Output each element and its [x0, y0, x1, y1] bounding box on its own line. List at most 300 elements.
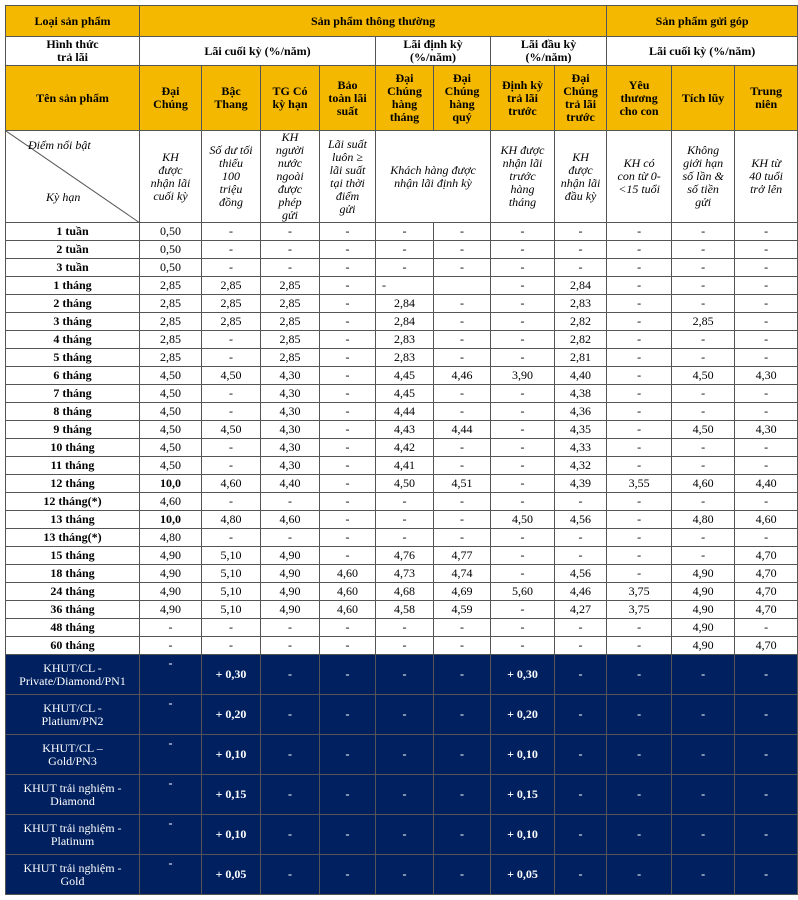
bonus-cell: -: [607, 855, 672, 895]
table-row: [6, 493, 798, 511]
rate-cell: -: [672, 403, 735, 421]
bonus-cell: -: [434, 775, 491, 815]
rate-cell: 4,90: [140, 583, 202, 601]
rate-cell: 2,82: [555, 331, 607, 349]
rate-cell: -: [202, 637, 261, 655]
bonus-cell: -: [320, 775, 376, 815]
bonus-cell: -: [672, 695, 735, 735]
term-label: 24 tháng: [6, 583, 140, 601]
rate-cell: -: [320, 331, 376, 349]
rate-cell: 5,10: [202, 565, 261, 583]
bonus-cell: -: [434, 855, 491, 895]
rate-cell: -: [140, 619, 202, 637]
rate-cell: -: [735, 259, 798, 277]
rate-cell: -: [607, 439, 672, 457]
rate-cell: 4,33: [555, 439, 607, 457]
rate-cell: 4,60: [672, 475, 735, 493]
rate-cell: -: [491, 493, 555, 511]
rate-cell: 4,70: [735, 565, 798, 583]
product-name-header: Trung niên: [735, 66, 798, 131]
rate-cell: -: [735, 619, 798, 637]
rate-cell: -: [261, 529, 320, 547]
highlight-trung-nien: KH từ 40 tuổi trở lên: [735, 131, 798, 223]
term-label: 1 tháng: [6, 277, 140, 295]
rate-cell: 4,42: [376, 439, 434, 457]
rate-cell: 4,59: [434, 601, 491, 619]
customer-tier-label: KHUT trải nghiệm - Diamond: [6, 775, 140, 815]
bonus-cell: + 0,15: [202, 775, 261, 815]
bonus-cell: -: [555, 735, 607, 775]
term-label: 7 tháng: [6, 385, 140, 403]
rate-cell: 4,46: [555, 583, 607, 601]
rate-cell: -: [434, 295, 491, 313]
rate-cell: -: [434, 403, 491, 421]
bonus-cell: -: [555, 855, 607, 895]
bonus-cell: -: [434, 735, 491, 775]
rate-cell: -: [202, 403, 261, 421]
rate-cell: -: [491, 619, 555, 637]
bonus-cell: -: [320, 855, 376, 895]
bonus-cell: -: [320, 655, 376, 695]
table-row: [6, 421, 798, 439]
rate-cell: 4,50: [672, 421, 735, 439]
rate-cell: -: [735, 403, 798, 421]
rate-cell: 4,51: [434, 475, 491, 493]
term-label: 9 tháng: [6, 421, 140, 439]
rate-cell: -: [672, 349, 735, 367]
rate-cell: -: [735, 439, 798, 457]
rate-cell: -: [735, 331, 798, 349]
term-label: 4 tháng: [6, 331, 140, 349]
rate-cell: 2,83: [376, 331, 434, 349]
rate-cell: -: [735, 457, 798, 475]
rate-cell: -: [735, 223, 798, 241]
rate-cell: -: [735, 529, 798, 547]
bonus-cell: -: [434, 655, 491, 695]
rate-cell: -: [735, 493, 798, 511]
bonus-cell: -: [434, 695, 491, 735]
rate-cell: 5,10: [202, 601, 261, 619]
lai-dau-ky: Lãi đầu kỳ (%/năm): [491, 37, 607, 66]
term-label: 18 tháng: [6, 565, 140, 583]
rate-cell: 4,90: [140, 601, 202, 619]
bonus-cell: -: [672, 735, 735, 775]
highlight-bac-thang: Số dư tối thiểu 100 triệu đồng: [202, 131, 261, 223]
rate-cell: -: [320, 295, 376, 313]
bonus-cell: + 0,05: [491, 855, 555, 895]
rate-cell: [434, 277, 491, 295]
term-label: 3 tuần: [6, 259, 140, 277]
rate-cell: -: [555, 547, 607, 565]
table-row: [6, 439, 798, 457]
bonus-cell: -: [261, 815, 320, 855]
customer-tier-label: KHUT trải nghiệm - Gold: [6, 855, 140, 895]
rate-cell: 4,90: [672, 619, 735, 637]
bonus-cell: -: [140, 815, 202, 855]
rate-cell: 4,60: [735, 511, 798, 529]
bonus-cell: -: [320, 815, 376, 855]
rate-cell: -: [202, 619, 261, 637]
hinh-thuc-label: Hình thức trả lãi: [6, 37, 140, 66]
rate-cell: 4,90: [261, 601, 320, 619]
rate-cell: 2,85: [261, 295, 320, 313]
bonus-cell: -: [376, 815, 434, 855]
rate-cell: -: [376, 529, 434, 547]
bonus-cell: -: [140, 735, 202, 775]
rate-cell: -: [735, 313, 798, 331]
rate-cell: 4,90: [261, 583, 320, 601]
rate-cell: -: [672, 439, 735, 457]
lai-cuoi-ky-savings: Lãi cuối kỳ (%/năm): [607, 37, 798, 66]
customer-tier-label: KHUT/CL - Platium/PN2: [6, 695, 140, 735]
table-row: [6, 349, 798, 367]
rate-cell: 4,36: [555, 403, 607, 421]
rate-cell: 4,70: [735, 583, 798, 601]
bonus-cell: -: [735, 815, 798, 855]
bonus-cell: + 0,10: [491, 815, 555, 855]
highlight-dinh-ky: Khách hàng được nhận lãi định kỳ: [376, 131, 491, 223]
product-name-header: Đại Chúng hàng tháng: [376, 66, 434, 131]
interest-rate-table: [5, 5, 798, 895]
rate-cell: -: [491, 601, 555, 619]
rate-cell: -: [434, 241, 491, 259]
bonus-cell: + 0,30: [491, 655, 555, 695]
bonus-cell: -: [320, 735, 376, 775]
rate-cell: 4,56: [555, 565, 607, 583]
rate-cell: -: [607, 223, 672, 241]
rate-cell: 4,50: [202, 367, 261, 385]
rate-cell: -: [202, 241, 261, 259]
rate-cell: -: [376, 637, 434, 655]
rate-cell: -: [202, 385, 261, 403]
highlight-tich-luy: Không giới hạn số lần & số tiền gửi: [672, 131, 735, 223]
rate-cell: 2,85: [261, 277, 320, 295]
rate-cell: -: [202, 439, 261, 457]
rate-cell: 4,50: [202, 421, 261, 439]
rate-cell: 2,84: [376, 295, 434, 313]
rate-cell: 3,75: [607, 583, 672, 601]
table-row: [6, 331, 798, 349]
rate-cell: -: [320, 457, 376, 475]
rate-cell: -: [376, 619, 434, 637]
product-name-header: Yêu thương cho con: [607, 66, 672, 131]
rate-cell: -: [434, 223, 491, 241]
rate-cell: 4,50: [491, 511, 555, 529]
bonus-cell: -: [672, 775, 735, 815]
table-row: [6, 475, 798, 493]
rate-cell: 4,90: [261, 547, 320, 565]
rate-cell: -: [320, 637, 376, 655]
table-row: [6, 637, 798, 655]
rate-cell: -: [434, 349, 491, 367]
bonus-row: [6, 655, 798, 695]
term-label: 48 tháng: [6, 619, 140, 637]
term-label: 13 tháng: [6, 511, 140, 529]
rate-cell: -: [672, 457, 735, 475]
rate-cell: 4,27: [555, 601, 607, 619]
table-row: [6, 385, 798, 403]
rate-cell: 2,83: [376, 349, 434, 367]
rate-cell: -: [376, 511, 434, 529]
rate-cell: -: [320, 475, 376, 493]
bonus-cell: -: [376, 655, 434, 695]
rate-cell: -: [320, 529, 376, 547]
rate-cell: -: [491, 547, 555, 565]
rate-cell: -: [491, 223, 555, 241]
rate-cell: -: [376, 493, 434, 511]
rate-cell: 4,40: [555, 367, 607, 385]
diem-noi-bat-ky-han-cell: [6, 131, 140, 223]
rate-cell: -: [555, 259, 607, 277]
bonus-cell: -: [376, 855, 434, 895]
rate-cell: 4,60: [320, 565, 376, 583]
rate-cell: 2,83: [555, 295, 607, 313]
rate-cell: 4,50: [140, 403, 202, 421]
rate-cell: -: [672, 259, 735, 277]
rate-cell: -: [434, 457, 491, 475]
table-row: [6, 457, 798, 475]
rate-cell: 5,10: [202, 583, 261, 601]
highlight-dai-chung: KH được nhận lãi cuối kỳ: [140, 131, 202, 223]
bonus-row: [6, 855, 798, 895]
table-row: [6, 313, 798, 331]
product-name-header: Đại Chúng: [140, 66, 202, 131]
rate-cell: -: [491, 475, 555, 493]
term-label: 15 tháng: [6, 547, 140, 565]
rate-cell: -: [672, 223, 735, 241]
bonus-cell: -: [140, 775, 202, 815]
rate-cell: -: [672, 547, 735, 565]
product-name-header: Tích lũy: [672, 66, 735, 131]
rate-cell: -: [491, 439, 555, 457]
rate-cell: 4,70: [735, 601, 798, 619]
rate-cell: 4,70: [735, 637, 798, 655]
rate-cell: 5,10: [202, 547, 261, 565]
bonus-cell: -: [140, 695, 202, 735]
rate-cell: 4,46: [434, 367, 491, 385]
bonus-cell: -: [735, 655, 798, 695]
rate-cell: -: [607, 493, 672, 511]
rate-cell: 4,80: [140, 529, 202, 547]
rate-cell: 4,69: [434, 583, 491, 601]
rate-cell: 2,85: [140, 313, 202, 331]
lai-dinh-ky: Lãi định kỳ (%/năm): [376, 37, 491, 66]
rate-cell: 4,44: [376, 403, 434, 421]
rate-cell: -: [735, 277, 798, 295]
bonus-cell: -: [140, 655, 202, 695]
rate-cell: -: [555, 619, 607, 637]
rate-cell: 4,39: [555, 475, 607, 493]
customer-tier-label: KHUT/CL – Gold/PN3: [6, 735, 140, 775]
rate-cell: -: [491, 403, 555, 421]
lai-cuoi-ky-regular: Lãi cuối kỳ (%/năm): [140, 37, 376, 66]
table-row: [6, 619, 798, 637]
rate-cell: -: [202, 349, 261, 367]
rate-cell: 4,50: [140, 421, 202, 439]
rate-cell: 4,90: [261, 565, 320, 583]
rate-cell: -: [672, 493, 735, 511]
rate-cell: -: [555, 493, 607, 511]
diem-noi-bat-label: Điểm nổi bật: [28, 138, 91, 152]
rate-cell: 4,90: [672, 565, 735, 583]
table-row: [6, 259, 798, 277]
highlight-bao-toan: Lãi suất luôn ≥ lãi suất tại thời điểm gửi: [320, 131, 376, 223]
rate-cell: -: [735, 349, 798, 367]
table-row: [6, 547, 798, 565]
rate-cell: 2,84: [555, 277, 607, 295]
highlight-yeu-thuong: KH có con từ 0- <15 tuổi: [607, 131, 672, 223]
rate-cell: 0,50: [140, 259, 202, 277]
rate-cell: 4,90: [140, 547, 202, 565]
rate-cell: 4,30: [735, 421, 798, 439]
rate-cell: 2,85: [261, 313, 320, 331]
bonus-cell: -: [607, 815, 672, 855]
rate-cell: 2,82: [555, 313, 607, 331]
rate-cell: -: [491, 259, 555, 277]
rate-cell: -: [434, 511, 491, 529]
rate-cell: 4,60: [320, 583, 376, 601]
bonus-cell: + 0,10: [202, 735, 261, 775]
bonus-cell: -: [261, 655, 320, 695]
bonus-cell: -: [376, 735, 434, 775]
term-label: 1 tuần: [6, 223, 140, 241]
bonus-cell: -: [672, 655, 735, 695]
rate-cell: 3,55: [607, 475, 672, 493]
table-row: [6, 601, 798, 619]
rate-cell: 4,70: [735, 547, 798, 565]
rate-cell: 5,60: [491, 583, 555, 601]
rate-cell: -: [607, 619, 672, 637]
rate-cell: -: [607, 457, 672, 475]
rate-cell: -: [735, 295, 798, 313]
rate-cell: 4,41: [376, 457, 434, 475]
bonus-cell: -: [555, 775, 607, 815]
rate-cell: -: [607, 511, 672, 529]
bonus-row: [6, 695, 798, 735]
ky-han-label: Kỳ hạn: [46, 190, 81, 204]
rate-cell: 4,90: [672, 601, 735, 619]
rate-cell: 4,50: [140, 385, 202, 403]
bonus-cell: -: [735, 695, 798, 735]
rate-cell: 4,73: [376, 565, 434, 583]
rate-cell: -: [672, 331, 735, 349]
rate-cell: 4,90: [672, 637, 735, 655]
rate-cell: 4,45: [376, 367, 434, 385]
rate-cell: -: [320, 547, 376, 565]
rate-cell: -: [320, 385, 376, 403]
term-label: 60 tháng: [6, 637, 140, 655]
rate-cell: -: [735, 241, 798, 259]
rate-cell: -: [491, 385, 555, 403]
rate-cell: -: [491, 313, 555, 331]
rate-cell: 4,60: [140, 493, 202, 511]
bonus-cell: -: [607, 775, 672, 815]
term-label: 12 tháng: [6, 475, 140, 493]
rate-cell: 4,56: [555, 511, 607, 529]
rate-cell: -: [672, 529, 735, 547]
rate-cell: -: [491, 421, 555, 439]
rate-cell: 4,58: [376, 601, 434, 619]
bonus-cell: + 0,20: [491, 695, 555, 735]
term-label: 2 tuần: [6, 241, 140, 259]
rate-cell: 4,40: [261, 475, 320, 493]
rate-cell: 4,40: [735, 475, 798, 493]
rate-cell: -: [434, 331, 491, 349]
bonus-cell: -: [261, 695, 320, 735]
bonus-cell: -: [555, 695, 607, 735]
rate-cell: 4,38: [555, 385, 607, 403]
bonus-row: [6, 775, 798, 815]
rate-cell: -: [320, 349, 376, 367]
rate-cell: 4,50: [376, 475, 434, 493]
rate-cell: 2,84: [376, 313, 434, 331]
bonus-cell: -: [607, 695, 672, 735]
term-label: 11 tháng: [6, 457, 140, 475]
rate-cell: 4,30: [261, 385, 320, 403]
rate-cell: -: [491, 565, 555, 583]
bonus-row: [6, 815, 798, 855]
rate-cell: -: [607, 547, 672, 565]
bonus-cell: -: [140, 855, 202, 895]
rate-cell: -: [202, 223, 261, 241]
rate-cell: -: [320, 241, 376, 259]
bonus-row: [6, 735, 798, 775]
rate-cell: 4,60: [261, 511, 320, 529]
rate-cell: -: [434, 313, 491, 331]
rate-cell: 4,74: [434, 565, 491, 583]
table-row: [6, 583, 798, 601]
rate-cell: -: [491, 241, 555, 259]
highlight-tg-co-ky-han: KH người nước ngoài được phép gửi: [261, 131, 320, 223]
rate-cell: -: [434, 439, 491, 457]
rate-cell: 4,76: [376, 547, 434, 565]
table-row: [6, 367, 798, 385]
rate-cell: 0,50: [140, 241, 202, 259]
table-row: [6, 565, 798, 583]
rate-cell: -: [672, 277, 735, 295]
rate-cell: 2,85: [202, 313, 261, 331]
rate-cell: -: [491, 349, 555, 367]
rate-cell: 4,50: [140, 457, 202, 475]
rate-cell: 4,44: [434, 421, 491, 439]
header-row-product-type: [6, 6, 798, 37]
product-name-header: Bậc Thang: [202, 66, 261, 131]
rate-cell: -: [735, 385, 798, 403]
rate-cell: -: [261, 637, 320, 655]
rate-cell: 4,43: [376, 421, 434, 439]
rate-cell: 4,60: [320, 601, 376, 619]
rate-cell: -: [320, 277, 376, 295]
term-label: 13 tháng(*): [6, 529, 140, 547]
rate-cell: 4,68: [376, 583, 434, 601]
rate-cell: -: [607, 313, 672, 331]
rate-cell: 4,90: [672, 583, 735, 601]
table-row: [6, 403, 798, 421]
loai-san-pham-label: Loại sản phẩm: [6, 6, 140, 37]
bonus-cell: -: [607, 735, 672, 775]
rate-cell: -: [202, 331, 261, 349]
bonus-cell: + 0,20: [202, 695, 261, 735]
rate-cell: -: [320, 439, 376, 457]
rate-cell: 4,30: [735, 367, 798, 385]
term-label: 12 tháng(*): [6, 493, 140, 511]
rate-cell: -: [434, 385, 491, 403]
rate-cell: -: [202, 529, 261, 547]
rate-cell: 4,90: [140, 565, 202, 583]
bonus-cell: -: [261, 855, 320, 895]
header-row-product-names: [6, 66, 798, 131]
term-label: 36 tháng: [6, 601, 140, 619]
